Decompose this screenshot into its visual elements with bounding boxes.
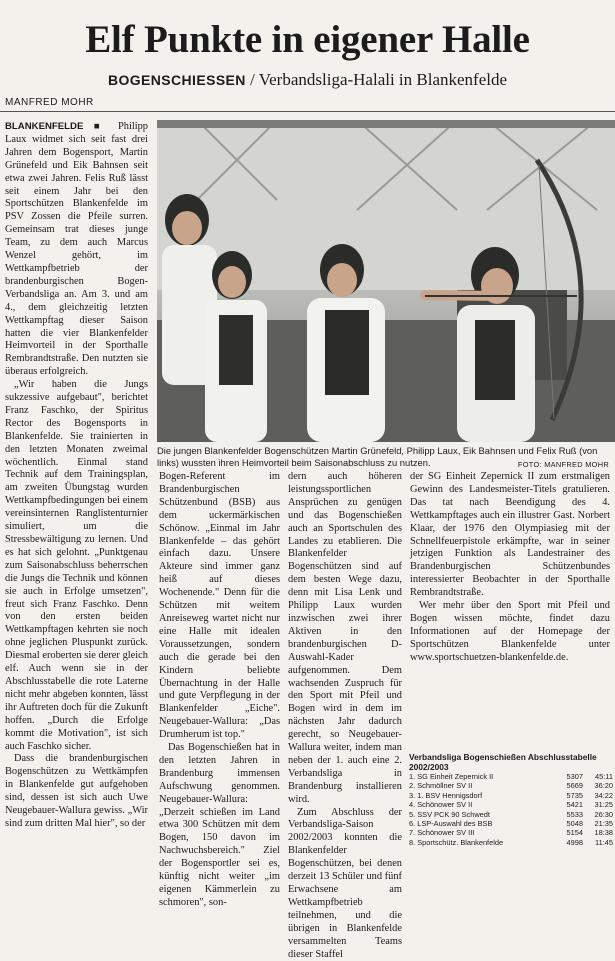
team-name: 6. LSP-Auswahl des BSB: [409, 819, 493, 829]
standings-title: Verbandsliga Bogenschießen Abschlusstabelle 2002/2003: [409, 752, 597, 772]
paragraph: dern auch höheren leistungssportlichen Ansprüchen zu genügen und das Bogenschießen auch an Sportschulen des Landes zu etablieren. Die Blankenfelder Bogenschützen sind auf dem besten Wege dazu, denn mit Lisa Lenk und Philipp Laux wurden inzwischen zwei ihrer Aktiven in den brandenburgischen D-Auswahl-Kader aufgenommen. Dem wachsenden Zuspruch für den Sport mit Pfeil und Bogen wird in dem im nächsten Jahr dadurch gerecht, so Neugebauer-Wallura weiter, indem man neben der 1. auch eine 2. Verbandsliga in Brandenburg installieren wird.: [288, 471, 402, 805]
team-name: 3. 1. BSV Hennigsdorf: [409, 790, 483, 800]
article-column-3: [288, 471, 402, 961]
team-name: 4. Schönower SV II: [409, 800, 473, 810]
team-name: 1. SG Einheit Zepernick II: [409, 772, 494, 781]
team-rings: 5533: [566, 809, 583, 819]
table-row: [409, 791, 613, 800]
paragraph: Dass die brandenburgischen Bogenschützen zu Wettkämpfen in Blankenfelde gut aufgehoben sind, dessen ist sich auch Uwe Neugebauer-Wallura gewiss. „Wir sind zum dritten Mal hier", so der: [5, 753, 148, 829]
team-rings: 5048: [566, 819, 583, 829]
team-name: 2. Schmöllner SV II: [409, 781, 473, 791]
team-points: 45:11: [595, 772, 613, 781]
team-name: 8. Sportschütz. Blankenfelde: [409, 837, 504, 847]
paragraph: Bogen-Referent im Brandenburgischen Schützenbund (BSB) aus dem uckermärkischen Schönow. „Einmal im Jahr Blankenfelde – das gehört einfach dazu. Unsere Akteure sind immer ganz heiß auf dieses Wochenende." Denn für die Schützen mit weitem Anreiseweg wartet nicht nur eine Halle mit idealen Voraussetzungen, sondern auch die gerade bei den Kindern beliebte Übernachtung in der Halle und gute Verpflegung in der Blankenfelder „Eiche". Neugebauer-Wallura: „Das Drumherum ist top.": [159, 471, 280, 741]
author-byline: MANFRED MOHR: [5, 97, 94, 108]
divider: [0, 111, 615, 112]
team-points: 21:35: [594, 819, 613, 829]
headline: Elf Punkte in eigener Halle: [85, 18, 530, 61]
team-points: 26:30: [594, 809, 613, 819]
team-points: 36:20: [594, 781, 613, 791]
table-row: [409, 781, 613, 790]
table-row: [409, 838, 613, 847]
subhead-text: Verbandsliga-Halali in Blankenfelde: [258, 70, 508, 89]
team-rings: 4998: [566, 837, 583, 847]
archers-photo-illustration: [157, 120, 615, 442]
article-column-4: [410, 471, 610, 665]
standings-table: [409, 752, 613, 847]
paragraph: Das Bogenschießen hat in den letzten Jahren in Brandenburg immensen Aufschwung genommen. Neugebauer-Wallura: „Derzeit schießen im Land etwa 300 Schützen mit dem Bogen, 150 davon im Nachwuchsbereich." Ziel der Bogensportler sei es, künftig nicht weiter „im eigenen Kämmerlein zu schmoren", son-: [159, 742, 280, 908]
table-row: [409, 772, 613, 781]
paragraph: „Wir haben die Jungs sukzessive aufgebaut", berichtet Franz Faschko, der Spiritus Rector des Bogensports in Blankenfelde. Sie trainierten in den letzten Monaten zweimal wöchentlich. Einmal stand Technik auf dem Trainingsplan, am zweiten Übungstag wurden Wettkampfbedingungen bei einem vereinsinternen Ranglistenturnier simuliert, um die Stressbewältigung zu lernen. Und es hat sich gelohnt. „Punktgenau zum Saisonabschluss beherrschen die Jungs die Technik und können sie auch in Erfolge umsetzen", freut sich Franz Faschko. Denn von den ersten beiden Wettkampftagen kehrten sie noch ohne jeglichen Pluspunkt zurück. Diesmal eroberten sie derer gleich elf. Auch wenn sie in der Abschlusstabelle die rote Laterne nicht mehr abgeben konnten, lässt ihr Auftreten doch für die Zukunft hoffen. „Durch die Erfolge kommt die Motivation", ist sich auch Faschko sicher.: [5, 379, 148, 752]
team-rings: 5307: [566, 772, 583, 781]
table-row: [409, 828, 613, 837]
team-name: 5. SSV PCK 90 Schwedt: [409, 809, 490, 819]
subhead-separator: /: [245, 70, 259, 89]
standings-rows: [409, 772, 613, 847]
paragraph-text: Philipp Laux widmet sich seit fast drei Jahren dem Bogensport, Martin Grünefeld und Eik Bahnsen seit etwa zwei Jahren. Felis Ruß lässt seit einem Jahr bei den Sportschützen Blankenfelde im PSV Zossen die Pfeile surren. Gemeinsam trat dieses junge Team, zu dem auch Marcus Wenzel gehört, im Wettkampfbetrieb der brandenburgischen Bogen-Verbandsliga an. Am 3. und am 4., dem gleichzeitig letzten Wettkampftag dieser Saison hatten die vier Blankenfelder Heimvorteil in der Sporthalle Rembrandtstraße. Den nutzten sie überaus erfolgreich.: [5, 121, 148, 378]
subheadline: [0, 70, 615, 90]
paragraph: Zum Abschluss der Verbandsliga-Saison 2002/2003 konnten die Blankenfelder Bogenschützen, bei denen derzeit 13 Schüler und fünf Erwachsene am Wettkampfbetrieb teilnehmen, und die übrigen in Blankenfelde versammelten Teams dieser Staffel: [288, 806, 402, 960]
team-rings: 5735: [566, 790, 583, 800]
article-column-1: [5, 121, 148, 831]
article-column-2: [159, 471, 280, 910]
team-points: 34:22: [594, 790, 613, 800]
table-row: [409, 800, 613, 809]
paragraph: der SG Einheit Zepernick II zum erstmaligen Gewinn des Landesmeister-Titels gratulieren. Das tat nach Beendigung des 4. Wettkampftages auch ein illustrer Gast. Norbert Klaar, der 1976 den Olympiasieg mit der Schnellfeuerpistole erkämpfte, war in seiner jetzigen Funktion als Landestrainer des Brandenburgischen Schützenbundes interessierter Beobachter in der Sporthalle Rembrandtstraße.: [410, 471, 610, 599]
table-row: [409, 819, 613, 828]
article-photo: [157, 120, 615, 442]
photo-credit: FOTO: MANFRED MOHR: [517, 460, 609, 469]
team-rings: 5421: [566, 800, 583, 810]
section-tag: BOGENSCHIESSEN: [107, 72, 246, 88]
dateline: BLANKENFELDE ■: [5, 121, 108, 132]
paragraph: [5, 121, 148, 379]
photo-caption: [157, 445, 609, 471]
team-name: 7. Schönower SV III: [409, 828, 475, 838]
team-points: 31:25: [594, 800, 613, 810]
team-points: 18:38: [594, 828, 613, 838]
team-points: 11:45: [595, 837, 613, 847]
paragraph: Wer mehr über den Sport mit Pfeil und Bogen wissen möchte, findet dazu Informationen auf der Homepage der Sportschützen Blankenfelde unter www.sportschuetzen-blankenfelde.de.: [410, 600, 610, 663]
team-rings: 5154: [566, 828, 583, 838]
table-row: [409, 810, 613, 819]
caption-text: Die jungen Blankenfelder Bogenschützen Martin Grünefeld, Philipp Laux, Eik Bahnsen und Felix Ruß (von links) wussten ihren Heimvorteil beim Saisonabschluss zu nutzen.: [157, 445, 598, 468]
team-rings: 5669: [566, 781, 583, 791]
